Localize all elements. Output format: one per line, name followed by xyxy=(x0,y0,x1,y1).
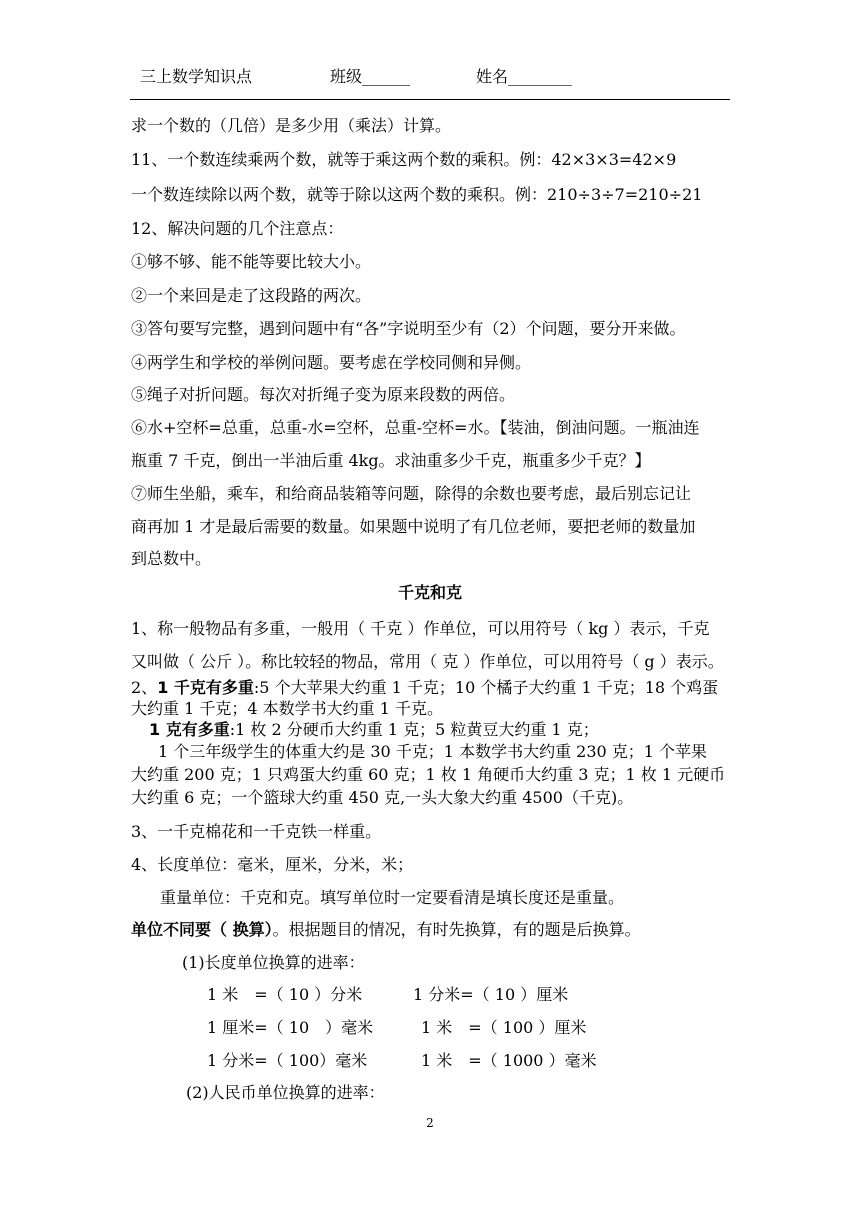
item-prefix: 2、 xyxy=(131,678,158,697)
item-rest: :5 个大苹果大约重 1 千克；10 个橘子大约重 1 千克；18 个鸡蛋 xyxy=(253,678,719,697)
bold-term: 1 千克有多重 xyxy=(157,678,254,697)
text-line: 重量单位：千克和克。填写单位时一定要看清是填长度还是重量。 xyxy=(160,888,625,907)
rate-cell: 1 分米=（ 10 ）厘米 xyxy=(413,985,569,1004)
text-line: 商再加 1 才是最后需要的数量。如果题中说明了有几位老师，要把老师的数量加 xyxy=(131,517,696,536)
text-line: ⑤绳子对折问题。每次对折绳子变为原来段数的两倍。 xyxy=(131,385,516,404)
text-line: ⑦师生坐船，乘车，和给商品装箱等问题，除得的余数也要考虑，最后别忘记让 xyxy=(131,484,692,503)
text-line: 3、一千克棉花和一千克铁一样重。 xyxy=(131,822,382,841)
text-line: 4、长度单位：毫米，厘米，分米，米； xyxy=(131,855,414,874)
section-title: 千克和克 xyxy=(397,583,462,602)
text-line: ②一个来回是走了这段路的两次。 xyxy=(131,286,372,305)
rate-cell: 1 分米=（ 100）毫米 xyxy=(207,1051,368,1070)
subject-title: 三上数学知识点 xyxy=(140,67,253,86)
text-line: 大约重 6 克；一个篮球大约重 450 克,一头大象大约重 4500（千克)。 xyxy=(131,788,634,807)
text-line xyxy=(149,720,599,740)
rate-cell: 1 米 =（ 100 ）厘米 xyxy=(421,1018,587,1037)
class-field-label: 班级______ xyxy=(330,67,411,86)
text-line: 一个数连续除以两个数，就等于除以这两个数的乘积。例：210÷3÷7=210÷21 xyxy=(131,185,703,204)
text-line: 瓶重 7 千克，倒出一半油后重 4kg。求油重多少千克，瓶重多少千克？】 xyxy=(131,451,651,470)
bold-term: 1 克有多重 xyxy=(149,720,230,739)
item-rest: 。根据题目的情况，有时先换算，有的题是后换算。 xyxy=(272,920,641,939)
rate-cell: 1 厘米=（ 10 ）毫米 xyxy=(207,1018,374,1037)
text-line: 大约重 200 克；1 只鸡蛋大约重 60 克；1 枚 1 角硬币大约重 3 克；1 枚 1 元硬币 xyxy=(131,765,726,784)
text-line: ③答句要写完整，遇到问题中有“各”字说明至少有（2）个问题，要分开来做。 xyxy=(131,319,686,338)
text-line: 又叫做（ 公斤 ）。称比较轻的物品，常用（ 克 ）作单位，可以用符号（ g ）表示。 xyxy=(131,652,724,671)
text-line: 11、一个数连续乘两个数，就等于乘这两个数的乘积。例：42×3×3=42×9 xyxy=(131,150,677,169)
text-line: 求一个数的（几倍）是多少用（乘法）计算。 xyxy=(131,116,452,135)
text-line: 12、解决问题的几个注意点： xyxy=(131,219,344,238)
text-line xyxy=(131,920,641,940)
page-number: 2 xyxy=(426,1116,434,1130)
text-line: (1)长度单位换算的进率： xyxy=(182,953,365,972)
header-rule xyxy=(130,99,730,100)
text-line: 到总数中。 xyxy=(131,549,212,568)
item-rest: :1 枚 2 分硬币大约重 1 克；5 粒黄豆大约重 1 克； xyxy=(229,720,599,739)
text-line xyxy=(131,678,718,698)
text-line: 大约重 1 千克；4 本数学书大约重 1 千克。 xyxy=(131,699,443,718)
text-line: (2)人民币单位换算的进率： xyxy=(186,1083,385,1102)
rate-cell: 1 米 =（ 10 ）分米 xyxy=(207,985,363,1004)
text-line: 1 个三年级学生的体重大约是 30 千克；1 本数学书大约重 230 克；1 个苹果 xyxy=(158,742,708,761)
text-line: ④两学生和学校的举例问题。要考虑在学校同侧和异侧。 xyxy=(131,353,532,372)
text-line: ①够不够、能不能等要比较大小。 xyxy=(131,252,372,271)
text-line: 1、称一般物品有多重，一般用（ 千克 ）作单位，可以用符号（ kg ）表示，千克 xyxy=(131,619,710,638)
rate-cell: 1 米 =（ 1000 ）毫米 xyxy=(421,1051,597,1070)
bold-term: 单位不同要（ 换算） xyxy=(131,920,273,939)
text-line: ⑥水+空杯=总重，总重-水=空杯，总重-空杯=水。【装油，倒油问题。一瓶油连 xyxy=(131,418,700,437)
name-field-label: 姓名________ xyxy=(476,67,573,86)
